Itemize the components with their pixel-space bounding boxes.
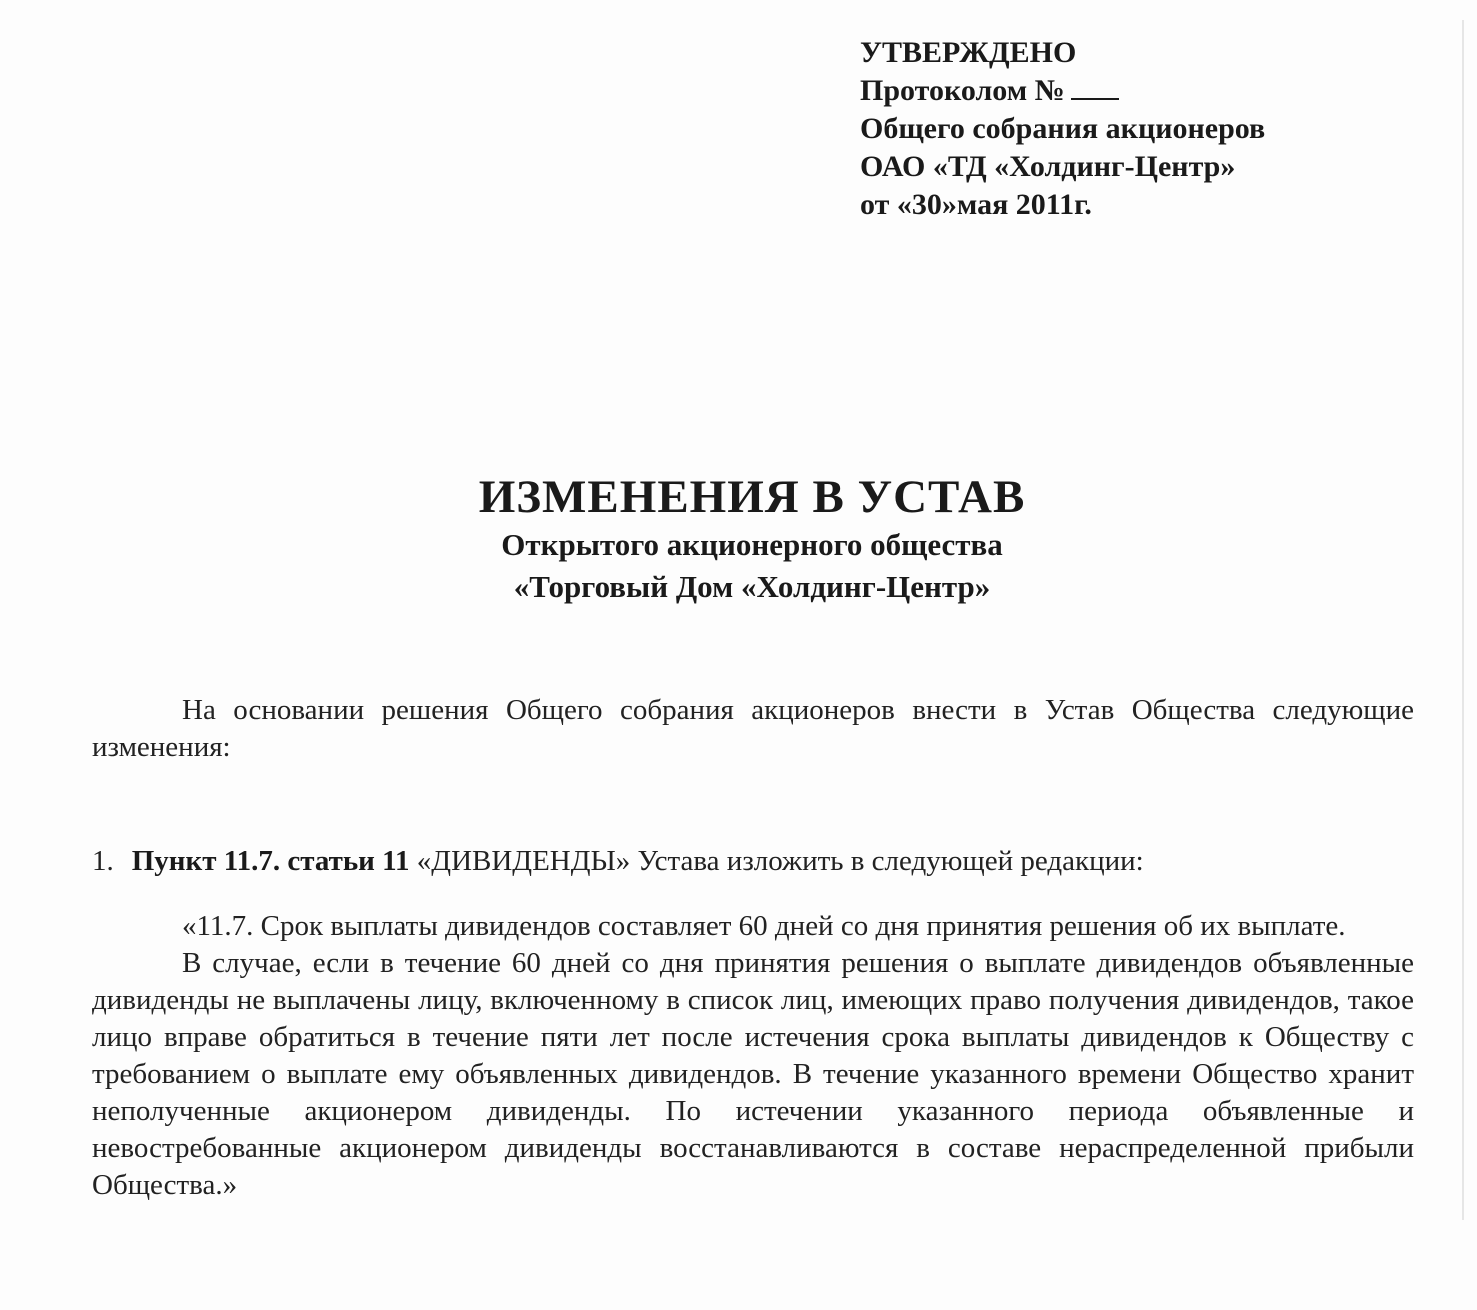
protocol-number-blank — [1071, 78, 1119, 100]
approval-meeting-line: Общего собрания акционеров — [860, 112, 1266, 145]
amendment-item-1 — [92, 843, 1414, 880]
item-reference: Пункт 11.7. статьи 11 — [131, 845, 410, 877]
amendment-text — [92, 908, 1414, 1204]
title-block — [90, 470, 1414, 608]
approval-date-line: от «30»мая 2011г. — [860, 188, 1092, 221]
document-subtitle-2: «Торговый Дом «Холдинг-Центр» — [513, 569, 991, 604]
document-title: ИЗМЕНЕНИЯ В УСТАВ — [478, 471, 1026, 523]
item-description: «ДИВИДЕНДЫ» Устава изложить в следующей редакции: — [416, 845, 1144, 877]
approval-heading: УТВЕРЖДЕНО — [860, 36, 1077, 69]
amendment-paragraph-1: «11.7. Срок выплаты дивидендов составляет 60 дней со дня принятия решения об их выплате. — [182, 910, 1346, 942]
approval-protocol-label: Протоколом № — [860, 74, 1065, 107]
scan-edge-mark — [1462, 20, 1464, 1220]
item-number: 1. — [92, 845, 114, 877]
approval-block — [860, 34, 1380, 224]
approval-protocol-line — [860, 72, 1380, 110]
document-subtitle-1: Открытого акционерного общества — [501, 527, 1003, 562]
approval-company-line: ОАО «ТД «Холдинг-Центр» — [860, 150, 1236, 183]
intro-paragraph: На основании решения Общего собрания акционеров внести в Устав Общества следующие изменения: — [92, 694, 1414, 763]
amendment-paragraph-2: В случае, если в течение 60 дней со дня принятия решения о выплате дивидендов объявленные дивиденды не выплачены лицу, включенному в список лиц, имеющих право получения дивидендов, такое лицо вправе обратиться в течение пяти лет после истечения срока выплаты дивидендов к Обществу с требованием о выплате ему объявленных дивидендов. В течение указанного времени Общество хранит неполученные акционером дивиденды. По истечении указанного периода объявленные и невостребованные акционером дивиденды восстанавливаются в составе нераспределенной прибыли Общества.» — [92, 947, 1414, 1201]
